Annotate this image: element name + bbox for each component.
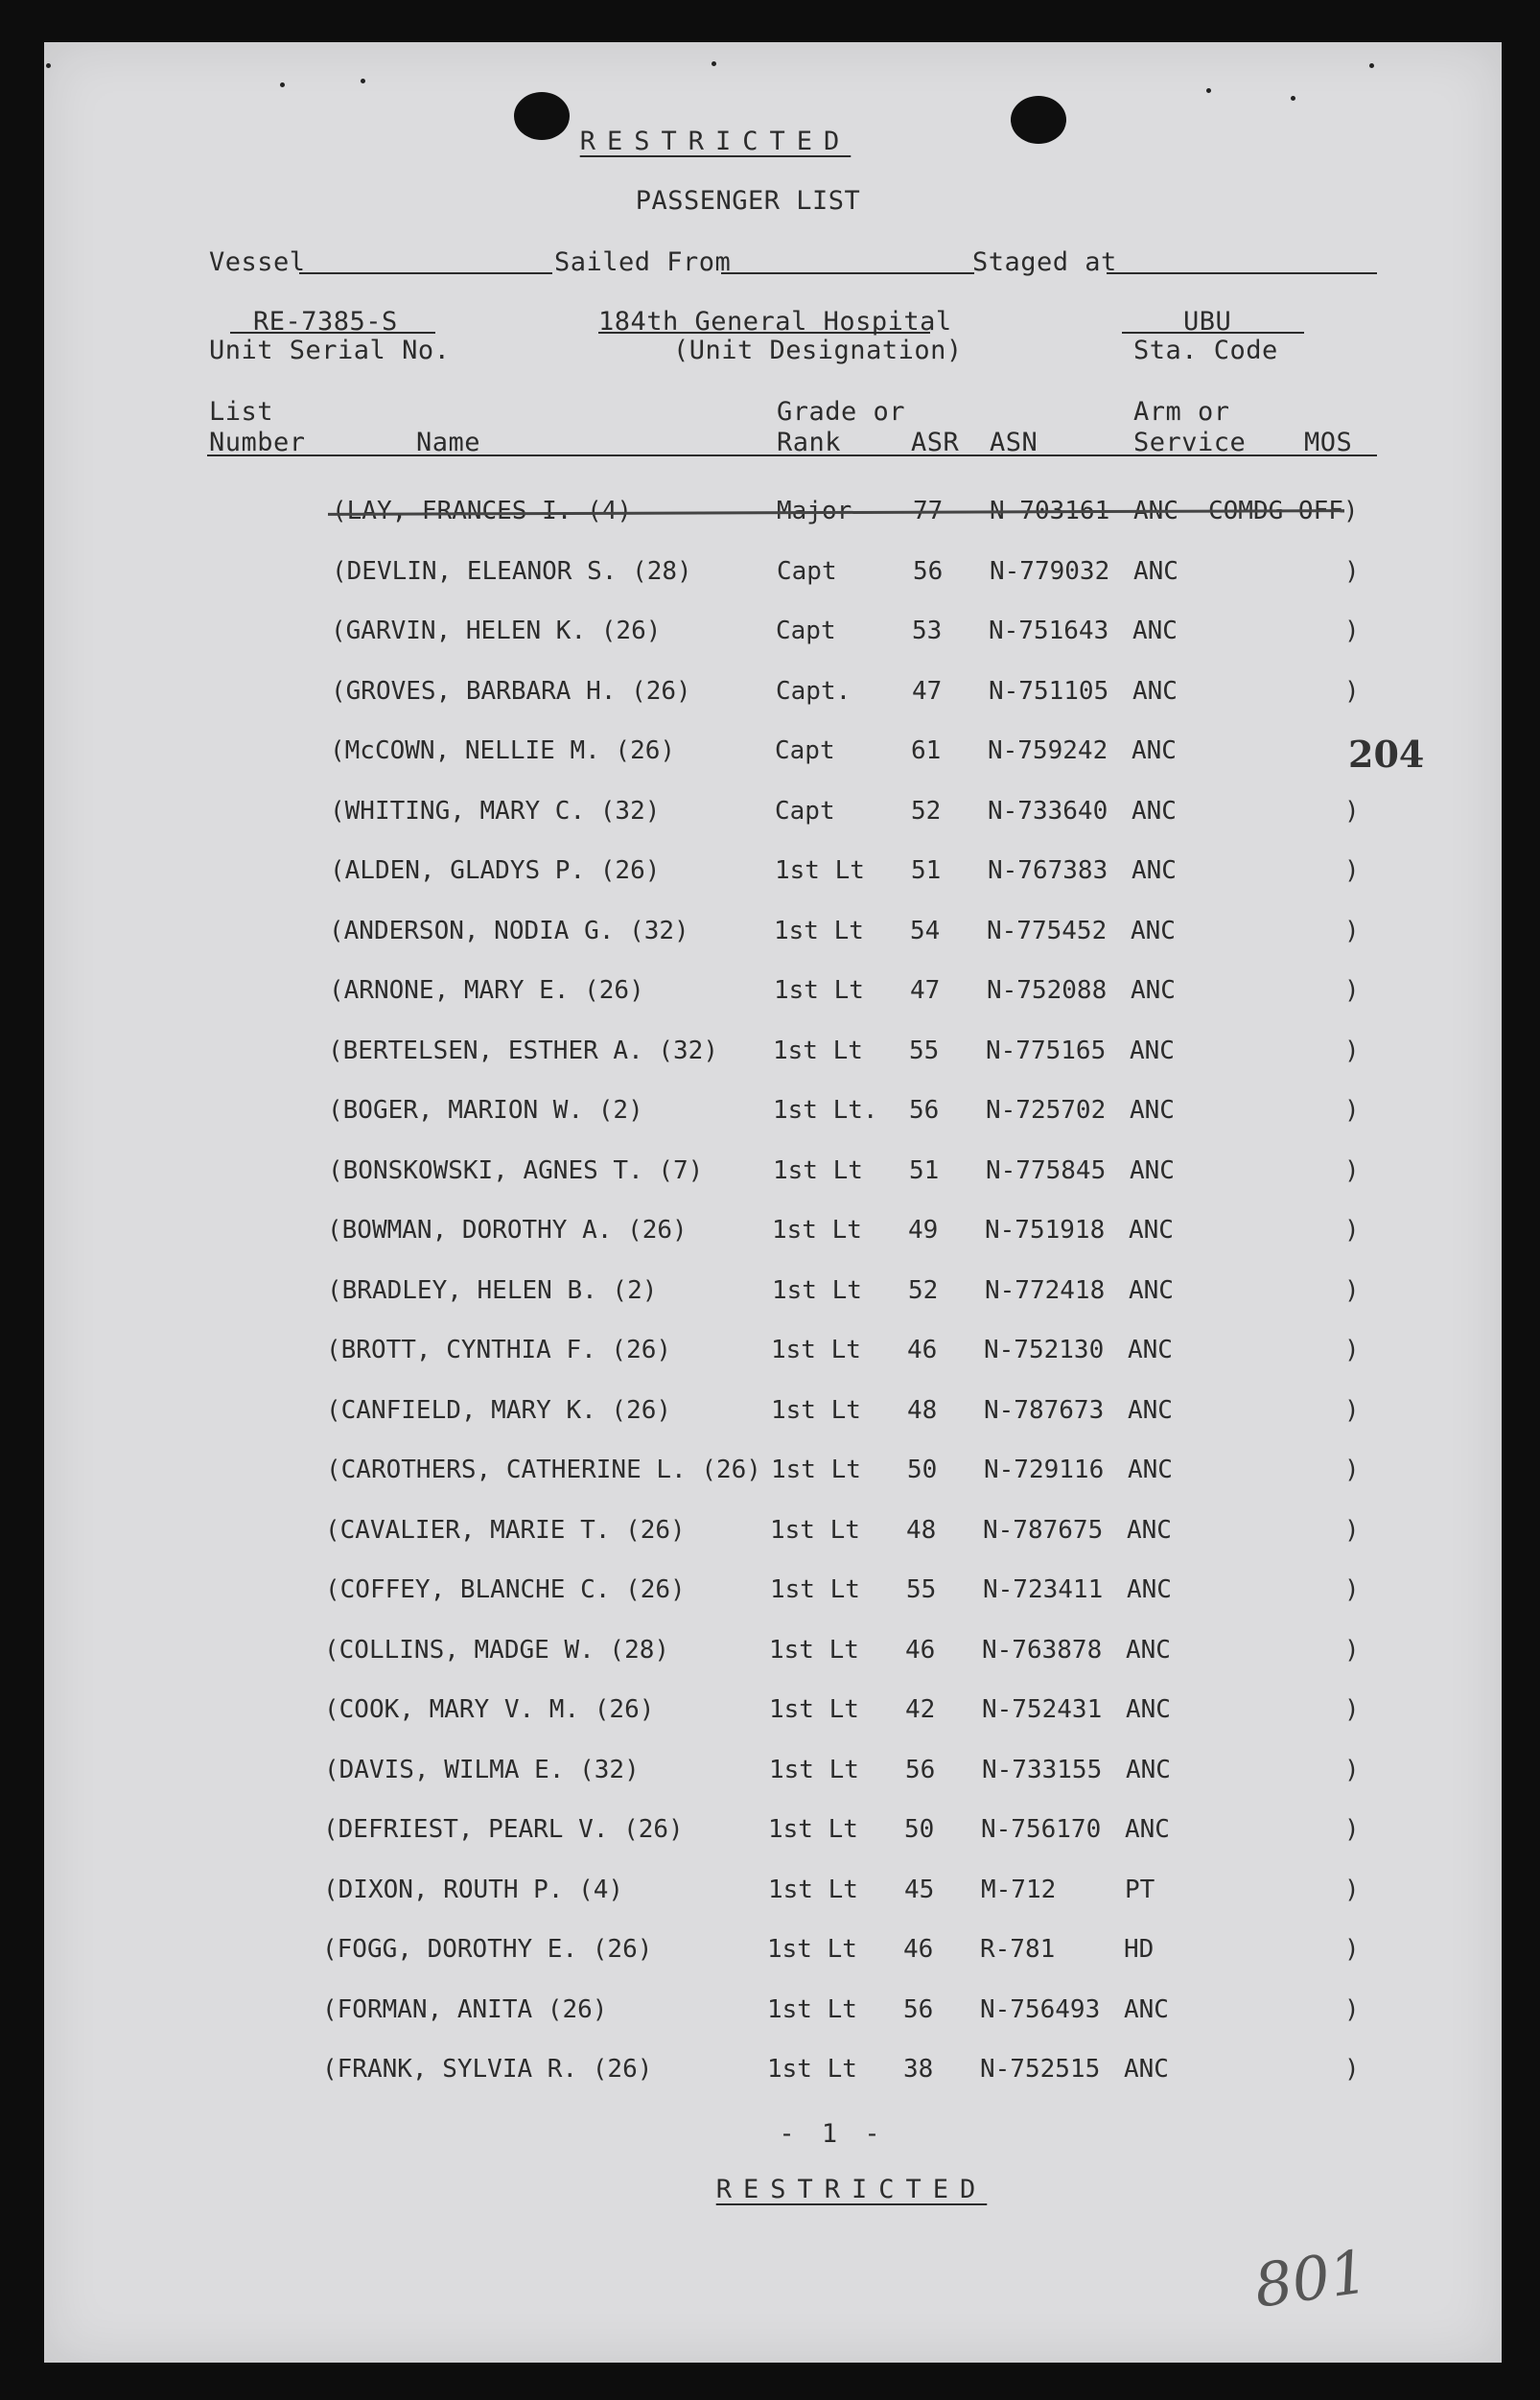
passenger-row [44,1817,1502,1855]
mos-bracket: ) [1344,1036,1360,1065]
asr-cell: 46 [903,1935,934,1964]
col-grade-line1: Grade or [777,397,906,427]
asn-cell: N-763878 [982,1635,1103,1665]
passenger-row [44,618,1502,657]
asr-cell: 48 [906,1515,937,1545]
arm-cell: ANC [1124,2055,1169,2084]
unit-serial-value: RE-7385-S [253,307,398,337]
name-cell: (BROTT, CYNTHIA F. (26) [326,1336,672,1364]
sta-code-value: UBU [1183,307,1232,337]
asr-cell: 47 [910,976,941,1005]
arm-cell: ANC [1130,1036,1175,1065]
arm-cell: ANC [1133,556,1178,586]
name-cell: (FRANK, SYLVIA R. (26) [322,2055,653,2084]
passenger-row [44,1635,1502,1676]
name-cell: (ARNONE, MARY E. (26) [329,976,644,1005]
passenger-row [44,676,1502,717]
mos-bracket: ) [1344,1935,1360,1964]
asn-cell: N-787675 [983,1515,1104,1545]
asr-cell: 51 [911,856,942,885]
arm-cell: ANC [1129,1275,1174,1305]
name-cell: (CANFIELD, MARY K. (26) [326,1395,672,1425]
unit-designation-label: (Unit Designation) [673,336,963,365]
name-cell: (DEVLIN, ELEANOR S. (28) [332,556,692,586]
asn-cell: N-703161 [990,497,1110,525]
asr-cell: 38 [903,2055,934,2084]
asr-cell: 56 [905,1755,936,1784]
grade-cell: 1st Lt [769,1755,859,1784]
col-asr: ASR [911,428,960,457]
name-cell: (CAVALIER, MARIE T. (26) [325,1515,686,1545]
arm-cell: PT [1125,1875,1155,1904]
mos-bracket: ) [1344,1875,1360,1904]
grade-cell: 1st Lt. [773,1096,878,1125]
arm-cell: ANC [1126,1635,1171,1665]
grade-cell: 1st Lt [771,1395,861,1425]
margin-annotation: 204 [1348,733,1425,776]
asr-cell: 51 [909,1155,940,1185]
name-cell: (BOGER, MARION W. (2) [328,1096,643,1125]
asn-cell: M-712 [981,1875,1057,1904]
grade-cell: 1st Lt [770,1575,860,1604]
sta-code-label: Sta. Code [1133,336,1278,365]
mos-cell: COMDG OFF) [1208,497,1359,525]
mos-bracket: ) [1344,1395,1360,1425]
mos-bracket: ) [1344,1275,1360,1305]
asn-cell: N-733640 [988,796,1108,826]
passenger-row [44,733,1502,777]
asn-cell: N-725702 [986,1096,1107,1125]
mos-bracket: ) [1344,556,1360,586]
mos-bracket: ) [1344,976,1360,1005]
col-grade-line2: Rank [777,428,842,457]
speck [280,82,285,87]
col-asn: ASN [990,428,1038,457]
handwritten-number: 801 [1249,2236,1372,2321]
col-arm-line1: Arm or [1133,397,1230,427]
punch-hole-right [1011,96,1066,144]
grade-cell: Capt [777,556,837,586]
arm-cell: ANC [1127,1575,1172,1604]
asr-cell: 42 [905,1695,936,1724]
speck [46,63,51,68]
asn-cell: N-751918 [985,1216,1106,1245]
sailed-from-label: Sailed From [554,247,732,277]
unit-serial-line [230,332,435,334]
asn-cell: N-733155 [982,1755,1103,1784]
speck [1369,63,1374,68]
asn-cell: N-759242 [988,736,1108,765]
unit-designation-value: 184th General Hospital [598,307,952,337]
unit-designation-line [598,332,930,334]
arm-cell: ANC [1132,856,1177,885]
arm-cell: ANC [1126,1755,1171,1784]
arm-cell: ANC [1130,1096,1175,1125]
arm-cell: ANC [1131,916,1176,945]
passenger-row [44,2057,1502,2095]
asr-cell: 56 [913,556,944,586]
name-cell: (COFFEY, BLANCHE C. (26) [325,1575,686,1604]
mos-bracket: ) [1344,1815,1360,1844]
arm-cell: ANC [1126,1695,1171,1724]
arm-cell: ANC [1130,1155,1175,1185]
asn-cell: N-751643 [989,617,1109,645]
grade-cell: 1st Lt [767,1994,857,2024]
grade-cell: Capt [775,736,835,765]
arm-cell: ANC [1128,1336,1173,1364]
name-cell: (McCOWN, NELLIE M. (26) [330,736,676,765]
asn-cell: N-772418 [985,1275,1106,1305]
mos-bracket: ) [1344,1515,1360,1545]
grade-cell: 1st Lt [771,1336,861,1364]
header-rule [207,454,1377,456]
mos-bracket: ) [1344,1155,1360,1185]
name-cell: (COLLINS, MADGE W. (28) [324,1635,670,1665]
passenger-row [44,1395,1502,1436]
name-cell: (BONSKOWSKI, AGNES T. (7) [328,1155,704,1185]
asn-cell: N-775845 [986,1155,1107,1185]
arm-cell: ANC [1128,1395,1173,1425]
grade-cell: 1st Lt [772,1216,862,1245]
asr-cell: 61 [911,736,942,765]
mos-bracket: ) [1344,1216,1360,1245]
name-cell: (ANDERSON, NODIA G. (32) [329,916,689,945]
grade-cell: 1st Lt [768,1875,858,1904]
asn-cell: N-767383 [988,856,1108,885]
page-number: - 1 - [779,2119,886,2149]
grade-cell: 1st Lt [773,1155,863,1185]
grade-cell: 1st Lt [774,976,864,1005]
asr-cell: 54 [910,916,941,945]
passenger-row [44,1098,1502,1136]
grade-cell: 1st Lt [769,1695,859,1724]
asn-cell: N-723411 [983,1575,1104,1604]
arm-cell: ANC [1131,976,1176,1005]
mos-bracket: ) [1344,1456,1360,1484]
mos-bracket: ) [1344,1755,1360,1784]
vessel-blank [299,272,552,274]
asn-cell: N-775452 [987,916,1108,945]
name-cell: (GROVES, BARBARA H. (26) [331,676,691,706]
grade-cell: 1st Lt [768,1815,858,1844]
asr-cell: 49 [908,1216,939,1245]
grade-cell: Capt. [776,676,852,706]
name-cell: (DEFRIEST, PEARL V. (26) [323,1815,684,1844]
name-cell: (BOWMAN, DOROTHY A. (26) [327,1216,688,1245]
passenger-row [44,916,1502,957]
arm-cell: ANC [1133,497,1178,525]
passenger-row [44,1275,1502,1317]
arm-cell: ANC [1132,617,1178,645]
asr-cell: 52 [911,796,942,826]
asn-cell: N-779032 [990,556,1110,586]
document-title: PASSENGER LIST [635,186,861,216]
col-list-line2: Number [209,428,306,457]
speck [1206,88,1211,93]
grade-cell: Capt [775,796,835,826]
asn-cell: N-756493 [980,1994,1101,2024]
passenger-row [44,1697,1502,1736]
grade-cell: 1st Lt [774,916,864,945]
mos-bracket: ) [1344,1635,1360,1665]
vessel-label: Vessel [209,247,306,277]
asr-cell: 53 [912,617,943,645]
grade-cell: 1st Lt [772,1275,862,1305]
mos-bracket: ) [1344,1575,1360,1604]
mos-bracket: ) [1344,1695,1360,1724]
asr-cell: 48 [907,1395,938,1425]
passenger-row [44,1755,1502,1796]
passenger-row [44,1338,1502,1376]
restricted-footer: RESTRICTED [715,2175,988,2204]
speck [361,79,365,83]
asn-cell: N-756170 [981,1815,1102,1844]
asr-cell: 55 [909,1036,940,1065]
name-cell: (ALDEN, GLADYS P. (26) [330,856,661,885]
asr-cell: 50 [907,1456,938,1484]
col-arm-line2: Service [1133,428,1247,457]
asr-cell: 45 [904,1875,935,1904]
asr-cell: 55 [906,1575,937,1604]
grade-cell: 1st Lt [775,856,865,885]
name-cell: (GARVIN, HELEN K. (26) [331,617,662,645]
grade-cell: Major [777,497,852,525]
grade-cell: 1st Lt [767,1935,857,1964]
name-cell: (DAVIS, WILMA E. (32) [324,1755,640,1784]
asn-cell: N-752130 [984,1336,1105,1364]
arm-cell: ANC [1132,796,1177,826]
name-cell: (WHITING, MARY C. (32) [330,796,661,826]
passenger-row [44,1994,1502,2036]
passenger-row [44,499,1502,537]
arm-cell: ANC [1124,1994,1169,2024]
mos-bracket: ) [1344,916,1360,945]
staged-at-blank [1107,272,1377,274]
arm-cell: ANC [1127,1515,1172,1545]
col-list-line1: List [209,397,274,427]
col-mos: MOS [1304,428,1353,457]
name-cell: (FOGG, DOROTHY E. (26) [322,1935,653,1964]
passenger-row [44,1457,1502,1496]
asr-cell: 77 [913,497,944,525]
mos-bracket: ) [1344,617,1360,645]
arm-cell: ANC [1132,736,1177,765]
passenger-row [44,1155,1502,1197]
asr-cell: 56 [903,1994,934,2024]
mos-bracket: ) [1344,1096,1360,1125]
name-cell: (LAY, FRANCES I. (4) [332,497,633,525]
asn-cell: N-775165 [986,1036,1107,1065]
grade-cell: 1st Lt [769,1635,859,1665]
mos-bracket: ) [1344,796,1360,826]
passenger-row [44,1877,1502,1916]
grade-cell: Capt [776,617,836,645]
speck [1291,96,1295,101]
asr-cell: 47 [912,676,943,706]
sta-code-line [1122,332,1304,334]
restricted-header: RESTRICTED [579,127,852,156]
passenger-row [44,858,1502,897]
asn-cell: N-752088 [987,976,1108,1005]
asn-cell: N-751105 [989,676,1109,706]
passenger-row [44,1218,1502,1256]
asn-cell: N-729116 [984,1456,1105,1484]
passenger-row [44,796,1502,837]
asn-cell: R-781 [980,1935,1056,1964]
asr-cell: 46 [907,1336,938,1364]
asn-cell: N-752515 [980,2055,1101,2084]
punch-hole-left [514,92,570,140]
name-cell: (FORMAN, ANITA (26) [322,1994,608,2024]
name-cell: (COOK, MARY V. M. (26) [324,1695,655,1724]
arm-cell: ANC [1128,1456,1173,1484]
mos-bracket: ) [1344,1994,1360,2024]
col-name: Name [416,428,481,457]
mos-bracket: ) [1344,2055,1360,2084]
grade-cell: 1st Lt [767,2055,857,2084]
name-cell: (BERTELSEN, ESTHER A. (32) [328,1036,718,1065]
asr-cell: 52 [908,1275,939,1305]
passenger-row [44,1577,1502,1616]
passenger-row [44,1937,1502,1975]
grade-cell: 1st Lt [771,1456,861,1484]
document-page [44,42,1502,2363]
arm-cell: ANC [1125,1815,1170,1844]
asr-cell: 56 [909,1096,940,1125]
arm-cell: HD [1124,1935,1155,1964]
passenger-row [44,1515,1502,1556]
asn-cell: N-787673 [984,1395,1105,1425]
staged-at-label: Staged at [972,247,1117,277]
name-cell: (CAROTHERS, CATHERINE L. (26) [326,1456,761,1484]
grade-cell: 1st Lt [773,1036,863,1065]
name-cell: (DIXON, ROUTH P. (4) [323,1875,624,1904]
passenger-row [44,556,1502,597]
sailed-from-blank [721,272,974,274]
asn-cell: N-752431 [982,1695,1103,1724]
passenger-row [44,1038,1502,1077]
name-cell: (BRADLEY, HELEN B. (2) [327,1275,658,1305]
arm-cell: ANC [1132,676,1178,706]
mos-bracket: ) [1344,856,1360,885]
speck [712,61,716,66]
asr-cell: 46 [905,1635,936,1665]
asr-cell: 50 [904,1815,935,1844]
grade-cell: 1st Lt [770,1515,860,1545]
mos-bracket: ) [1344,676,1360,706]
unit-serial-label: Unit Serial No. [209,336,451,365]
passenger-row [44,978,1502,1016]
mos-bracket: ) [1344,1336,1360,1364]
arm-cell: ANC [1129,1216,1174,1245]
